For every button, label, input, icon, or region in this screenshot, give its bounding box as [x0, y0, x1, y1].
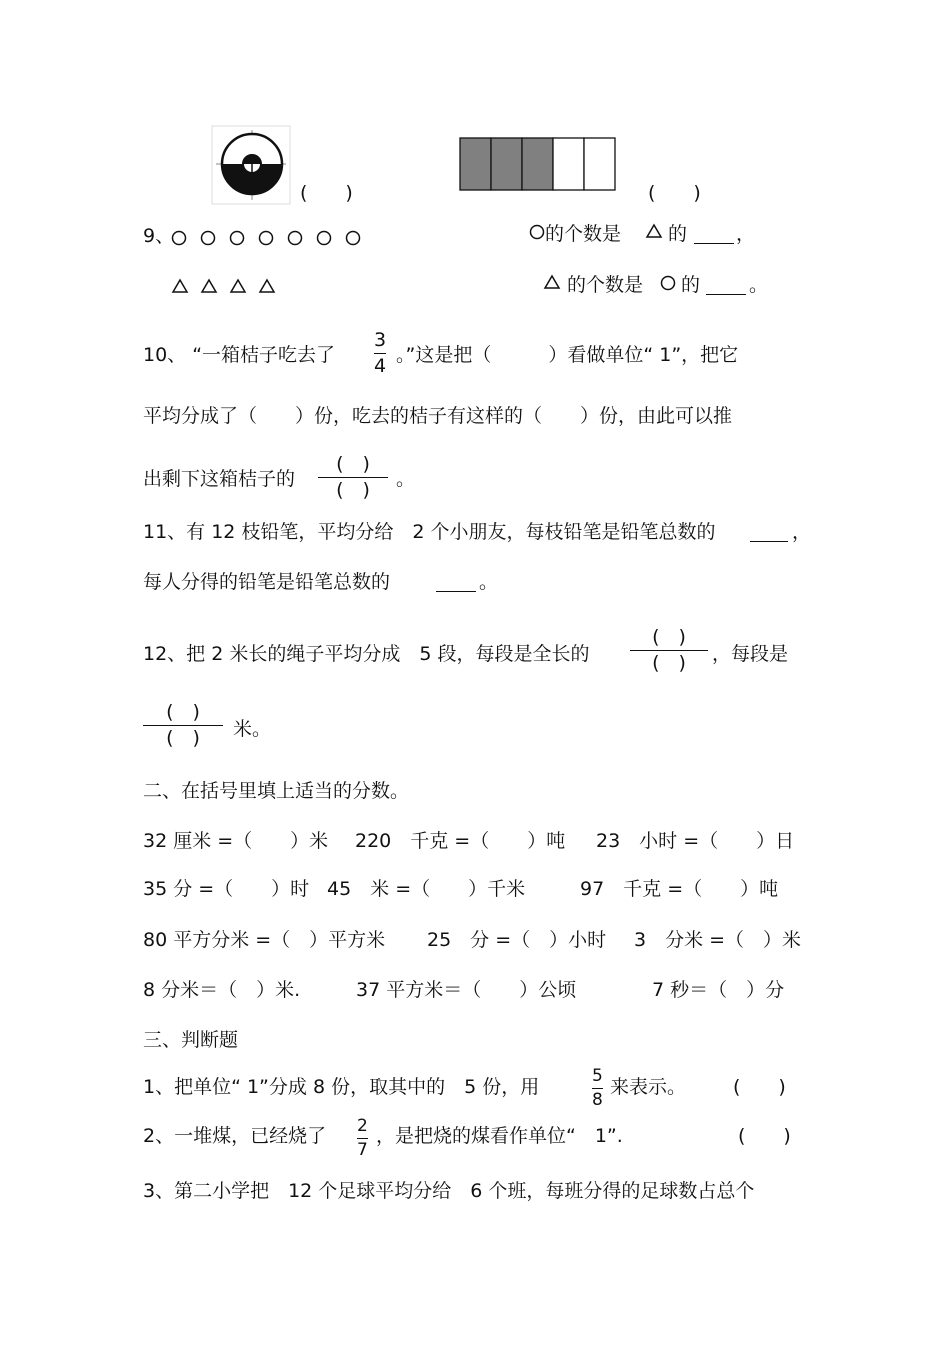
q11-blank-1: [750, 527, 788, 542]
conversion-item: 220 千克 =（ ）吨: [355, 830, 566, 852]
circle-icon: [202, 232, 215, 245]
circle-icon: [289, 232, 302, 245]
conversion-item: 97 千克 =（ ）吨: [580, 878, 779, 900]
fraction-numerator: 2: [357, 1116, 368, 1136]
judge-q1-fraction: [592, 1068, 603, 1109]
q9-number: 9、: [143, 225, 175, 247]
q9-line2-text: 的个数是: [567, 274, 644, 296]
q9-line1-blank: [694, 229, 734, 244]
q9-line1-text: 的个数是: [545, 223, 622, 245]
q10-line3-b: 。: [396, 468, 416, 490]
fraction-denominator: ( ): [166, 727, 200, 749]
rect-part-shaded: [491, 138, 522, 190]
judge-q1-a: 1、把单位“ 1”分成 8 份，取其中的 5 份，用: [143, 1076, 540, 1098]
q10-blank-fraction: [318, 455, 388, 500]
rect-diagram: [459, 137, 619, 193]
fraction-denominator: ( ): [652, 652, 686, 674]
fraction-numerator: 5: [592, 1066, 603, 1086]
conversion-item: 8 分米＝（ ）米.: [143, 979, 301, 1001]
judge-q1-answer: ( ): [733, 1076, 786, 1098]
fraction-numerator: ( ): [652, 626, 686, 648]
q10-line1-a: 10、 “一箱桔子吃去了: [143, 344, 336, 366]
conversion-item: 35 分 =（ ）时: [143, 878, 310, 900]
fraction-denominator: ( ): [336, 479, 370, 501]
circle-icon: [347, 232, 360, 245]
rect-answer-blank: ( ): [648, 182, 701, 204]
q11-line2: 每人分得的铅笔是铅笔总数的: [143, 571, 391, 593]
conversion-item: 25 分 =（ ）小时: [427, 929, 607, 951]
rect-part-empty: [553, 138, 584, 190]
fraction-denominator: 4: [374, 355, 387, 377]
q11-line1: 11、有 12 枝铅笔，平均分给 2 个小朋友，每枝铅笔是铅笔总数的: [143, 521, 716, 543]
q12-line1-b: ，每段是: [712, 643, 789, 665]
q11-line1-end: ，: [792, 521, 812, 543]
fraction-numerator: ( ): [166, 701, 200, 723]
q9-triangles: [170, 277, 280, 297]
triangle-icon: [173, 280, 187, 292]
judge-q2-answer: ( ): [738, 1125, 791, 1147]
rect-part-empty: [584, 138, 615, 190]
conversion-item: 80 平方分米 =（ ）平方米: [143, 929, 386, 951]
q12-line2-b: 米。: [233, 718, 272, 740]
conversion-item: 7 秒＝（ ）分: [652, 979, 785, 1001]
q9-line1-mid: 的: [668, 223, 688, 245]
triangle-icon: [202, 280, 216, 292]
q9-line2-mid: 的: [681, 274, 701, 296]
triangle-symbol-icon: [543, 274, 561, 290]
q12-line2-fraction: [143, 703, 223, 748]
q10-line1-b: 。”这是把（ ）看做单位“ 1”，把它: [396, 344, 739, 366]
circle-diagram: [212, 126, 292, 206]
circle-icon: [318, 232, 331, 245]
q11-blank-2: [436, 577, 476, 592]
q11-line2-end: 。: [479, 571, 499, 593]
rect-part-shaded: [460, 138, 491, 190]
rect-part-shaded: [522, 138, 553, 190]
fraction-numerator: 3: [374, 329, 387, 351]
circle-icon: [173, 232, 186, 245]
conversion-item: 45 米 =（ ）千米: [327, 878, 526, 900]
conversion-item: 32 厘米 =（ ）米: [143, 830, 329, 852]
fraction-numerator: ( ): [336, 453, 370, 475]
judge-q2-b: ，是把烧的煤看作单位“ 1”.: [376, 1125, 623, 1147]
q10-line2: 平均分成了（ ）份，吃去的桔子有这样的（ ）份，由此可以推: [143, 405, 733, 427]
judge-q2-fraction: [357, 1118, 368, 1159]
triangle-icon: [260, 280, 274, 292]
q9-line2-blank: [706, 280, 746, 295]
fraction-denominator: 8: [592, 1090, 603, 1110]
circle-icon: [231, 232, 244, 245]
circle-symbol-icon: [660, 275, 676, 291]
conversion-item: 37 平方米＝（ ）公顷: [356, 979, 577, 1001]
conversion-item: 23 小时 =（ ）日: [596, 830, 795, 852]
judge-q2-a: 2、一堆煤，已经烧了: [143, 1125, 327, 1147]
conversion-item: 3 分米 =（ ）米: [634, 929, 802, 951]
fraction-denominator: 7: [357, 1140, 368, 1160]
q10-line3-a: 出剩下这箱桔子的: [143, 468, 296, 490]
q12-line1-a: 12、把 2 米长的绳子平均分成 5 段，每段是全长的: [143, 643, 590, 665]
q10-fraction: [374, 331, 386, 376]
section3-title: 三、判断题: [143, 1029, 239, 1051]
triangle-icon: [231, 280, 245, 292]
circle-answer-blank: ( ): [300, 182, 353, 204]
q9-line1-end: ，: [736, 223, 756, 245]
judge-q3: 3、第二小学把 12 个足球平均分给 6 个班，每班分得的足球数占总个: [143, 1180, 755, 1202]
q9-circles: [170, 228, 370, 248]
triangle-symbol-icon: [645, 223, 663, 239]
q9-line2-end: 。: [749, 274, 769, 296]
circle-symbol-icon: [529, 224, 545, 240]
judge-q1-b: 来表示。: [610, 1076, 687, 1098]
section2-title: 二、在括号里填上适当的分数。: [143, 780, 410, 802]
q12-blank-fraction: [630, 628, 708, 673]
circle-icon: [260, 232, 273, 245]
